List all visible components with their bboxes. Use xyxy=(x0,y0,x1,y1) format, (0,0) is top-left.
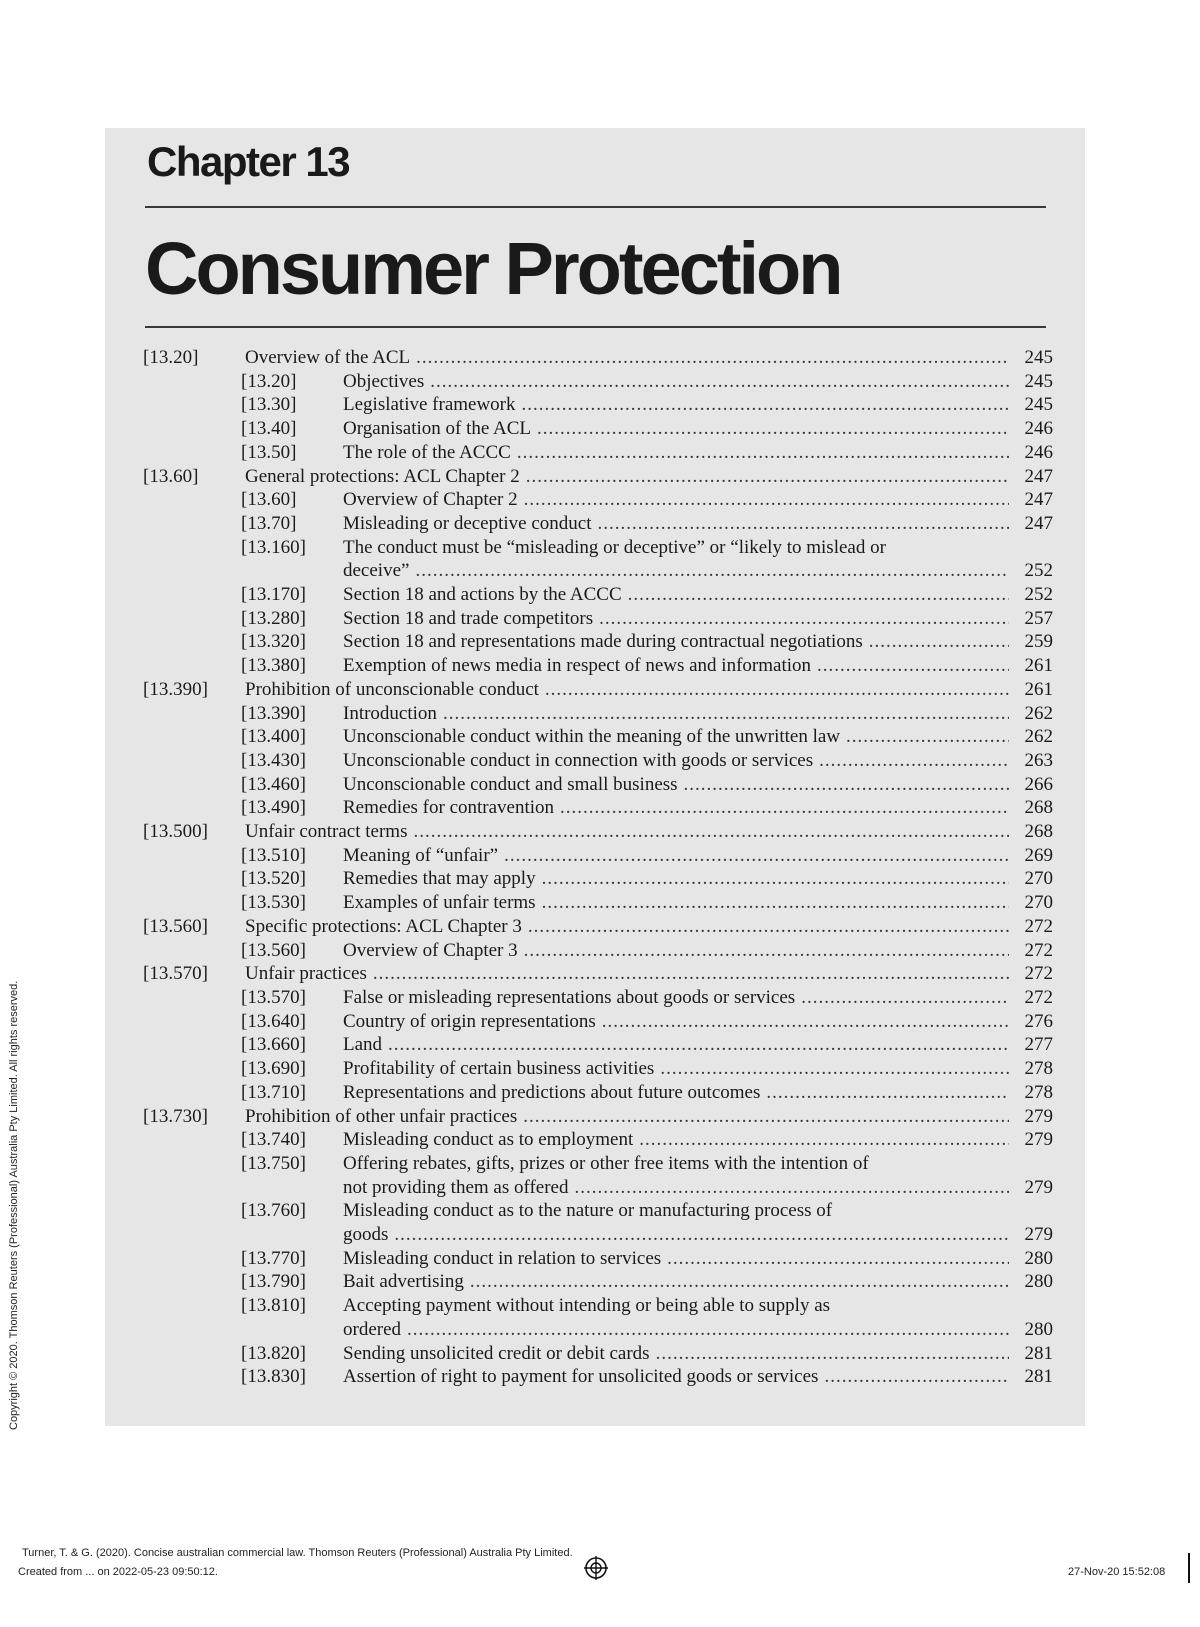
toc-entry-title: Prohibition of unconscionable conduct xyxy=(245,678,539,700)
toc-entry-ref: [13.560] xyxy=(143,915,208,937)
toc-entry-page: 261 xyxy=(1024,655,1053,677)
toc-entry-title: Representations and predictions about future outcomes xyxy=(343,1081,761,1103)
toc-entry-title: Remedies that may apply xyxy=(343,868,536,890)
toc-entry-title: General protections: ACL Chapter 2 xyxy=(245,465,520,487)
toc-entry-ref: [13.710] xyxy=(241,1081,306,1103)
toc-entry-ref: [13.510] xyxy=(241,844,306,866)
toc-entry xyxy=(143,583,1053,607)
toc-entry-ref: [13.390] xyxy=(143,678,208,700)
toc-entry-title: Objectives xyxy=(343,370,425,392)
toc-leader-dots xyxy=(443,702,1009,726)
toc-entry xyxy=(143,1010,1053,1034)
toc-entry xyxy=(143,1105,1053,1129)
toc-entry-title: Land xyxy=(343,1034,383,1056)
toc-leader-dots xyxy=(542,891,1009,915)
toc-entry-page: 262 xyxy=(1024,702,1053,724)
toc-entry-page: 279 xyxy=(1024,1224,1053,1246)
crop-mark xyxy=(1188,1553,1190,1583)
toc-entry-page: 270 xyxy=(1024,892,1053,914)
toc-entry-page: 272 xyxy=(1024,963,1053,985)
chapter-panel xyxy=(105,128,1085,1426)
toc-leader-dots xyxy=(639,1128,1009,1152)
toc-leader-dots xyxy=(801,986,1009,1010)
toc-entry xyxy=(143,1342,1053,1366)
toc-entry-page: 278 xyxy=(1024,1081,1053,1103)
toc-entry-ref: [13.60] xyxy=(143,465,199,487)
toc-entry-page: 266 xyxy=(1024,773,1053,795)
toc-entry-ref: [13.530] xyxy=(241,892,306,914)
chapter-rule-bottom xyxy=(145,326,1046,328)
toc-leader-dots xyxy=(684,773,1009,797)
toc-entry xyxy=(143,441,1053,465)
toc-entry-ref: [13.430] xyxy=(241,749,306,771)
toc-entry xyxy=(143,844,1053,868)
toc-leader-dots xyxy=(524,939,1009,963)
toc-entry xyxy=(143,536,1053,583)
toc-entry xyxy=(143,1033,1053,1057)
toc-leader-dots xyxy=(526,465,1009,489)
toc-leader-dots xyxy=(869,630,1009,654)
toc-entry-title: Section 18 and actions by the ACCC xyxy=(343,584,622,606)
toc-leader-dots xyxy=(846,725,1009,749)
toc-leader-dots xyxy=(575,1176,1010,1200)
toc-entry xyxy=(143,1152,1053,1199)
toc-entry-title-continued: deceive” xyxy=(343,560,410,582)
toc-entry-title: Assertion of right to payment for unsolicited goods or services xyxy=(343,1366,819,1388)
toc-entry-page: 277 xyxy=(1024,1034,1053,1056)
toc-leader-dots xyxy=(413,820,1009,844)
toc-leader-dots xyxy=(415,559,1009,583)
toc-entry xyxy=(143,796,1053,820)
toc-entry xyxy=(143,986,1053,1010)
toc-leader-dots xyxy=(819,749,1009,773)
toc-entry-page: 272 xyxy=(1024,939,1053,961)
toc-entry-ref: [13.690] xyxy=(241,1058,306,1080)
toc-entry-title: Specific protections: ACL Chapter 3 xyxy=(245,915,522,937)
toc-entry-page: 276 xyxy=(1024,1010,1053,1032)
footer-citation: Turner, T. & G. (2020). Concise australian commercial law. Thomson Reuters (Professional) Australia Pty Limited. xyxy=(22,1547,573,1559)
toc-entry xyxy=(143,488,1053,512)
toc-leader-dots xyxy=(667,1247,1009,1271)
toc-entry-page: 270 xyxy=(1024,868,1053,890)
toc-entry-page: 247 xyxy=(1024,465,1053,487)
toc-entry xyxy=(143,1128,1053,1152)
toc-entry-page: 281 xyxy=(1024,1366,1053,1388)
toc-entry-ref: [13.280] xyxy=(241,607,306,629)
toc-leader-dots xyxy=(407,1318,1009,1342)
toc-entry-title: False or misleading representations about goods or services xyxy=(343,986,796,1008)
toc-entry-title: Legislative framework xyxy=(343,394,516,416)
toc-entry-title: Misleading conduct as to employment xyxy=(343,1129,634,1151)
toc-entry-ref: [13.520] xyxy=(241,868,306,890)
toc-entry-ref: [13.740] xyxy=(241,1129,306,1151)
toc-entry-title: Bait advertising xyxy=(343,1271,464,1293)
toc-entry-title: Misleading conduct as to the nature or manufacturing process of xyxy=(343,1200,833,1222)
toc-entry-ref: [13.640] xyxy=(241,1010,306,1032)
toc-entry-page: 279 xyxy=(1024,1105,1053,1127)
toc-entry-title: Organisation of the ACL xyxy=(343,418,532,440)
toc-entry xyxy=(143,725,1053,749)
toc-entry xyxy=(143,962,1053,986)
toc-entry xyxy=(143,1294,1053,1341)
toc-entry-ref: [13.820] xyxy=(241,1342,306,1364)
toc-entry-ref: [13.810] xyxy=(241,1295,306,1317)
footer-date-stamp: 27-Nov-20 15:52:08 xyxy=(1068,1566,1166,1578)
toc-leader-dots xyxy=(599,607,1009,631)
toc-entry-page: 246 xyxy=(1024,418,1053,440)
toc-entry xyxy=(143,891,1053,915)
toc-entry-page: 268 xyxy=(1024,821,1053,843)
toc-leader-dots xyxy=(523,1105,1009,1129)
toc-entry-page: 279 xyxy=(1024,1176,1053,1198)
toc-entry-title: The conduct must be “misleading or deceptive” or “likely to mislead or xyxy=(343,536,886,558)
toc-entry-ref: [13.30] xyxy=(241,394,297,416)
toc-leader-dots xyxy=(766,1081,1009,1105)
toc-entry-page: 245 xyxy=(1024,347,1053,368)
toc-leader-dots xyxy=(602,1010,1009,1034)
toc-entry xyxy=(143,346,1053,370)
toc-entry-page: 279 xyxy=(1024,1129,1053,1151)
toc-entry-ref: [13.660] xyxy=(241,1034,306,1056)
footer-created: Created from ... on 2022-05-23 09:50:12. xyxy=(18,1566,218,1578)
toc-entry-title: Country of origin representations xyxy=(343,1010,596,1032)
toc-entry-ref: [13.730] xyxy=(143,1105,208,1127)
toc-entry xyxy=(143,370,1053,394)
toc-entry-ref: [13.460] xyxy=(241,773,306,795)
toc-entry-title: Accepting payment without intending or being able to supply as xyxy=(343,1295,831,1317)
toc-leader-dots xyxy=(470,1270,1009,1294)
toc-entry xyxy=(143,915,1053,939)
toc-entry-title: Overview of the ACL xyxy=(245,347,411,368)
toc-entry-ref: [13.390] xyxy=(241,702,306,724)
toc-leader-dots xyxy=(824,1365,1009,1389)
toc-entry-title: Overview of Chapter 3 xyxy=(343,939,518,961)
toc-entry-ref: [13.170] xyxy=(241,584,306,606)
toc-entry-page: 278 xyxy=(1024,1058,1053,1080)
toc-entry-ref: [13.570] xyxy=(143,963,208,985)
toc-entry-ref: [13.320] xyxy=(241,631,306,653)
toc-entry xyxy=(143,1081,1053,1105)
toc-entry-page: 280 xyxy=(1024,1247,1053,1269)
toc-entry-page: 247 xyxy=(1024,489,1053,511)
toc-entry-page: 262 xyxy=(1024,726,1053,748)
toc-leader-dots xyxy=(504,844,1009,868)
toc-entry xyxy=(143,1199,1053,1246)
toc-entry-ref: [13.830] xyxy=(241,1366,306,1388)
toc-leader-dots xyxy=(430,370,1009,394)
chapter-label: Chapter 13 xyxy=(147,138,350,185)
toc-leader-dots xyxy=(522,393,1009,417)
toc-entry xyxy=(143,630,1053,654)
toc-entry xyxy=(143,393,1053,417)
toc-entry-title: Section 18 and representations made during contractual negotiations xyxy=(343,631,863,653)
toc-leader-dots xyxy=(660,1057,1009,1081)
toc-entry-page: 261 xyxy=(1024,678,1053,700)
toc-entry-title: Unfair practices xyxy=(245,963,367,985)
toc-entry xyxy=(143,1270,1053,1294)
toc-leader-dots xyxy=(416,346,1009,370)
toc-entry-ref: [13.380] xyxy=(241,655,306,677)
toc-leader-dots xyxy=(628,583,1009,607)
toc-entry-page: 269 xyxy=(1024,844,1053,866)
toc-entry-ref: [13.570] xyxy=(241,986,306,1008)
toc-entry xyxy=(143,465,1053,489)
toc-entry xyxy=(143,1057,1053,1081)
toc-leader-dots xyxy=(517,441,1009,465)
toc-entry-page: 257 xyxy=(1024,607,1053,629)
chapter-title: Consumer Protection xyxy=(145,227,841,310)
toc-entry-page: 280 xyxy=(1024,1271,1053,1293)
toc-entry-ref: [13.760] xyxy=(241,1200,306,1222)
toc-entry-title: Unconscionable conduct in connection with goods or services xyxy=(343,749,814,771)
toc-entry-ref: [13.50] xyxy=(241,441,297,463)
toc-leader-dots xyxy=(560,796,1009,820)
toc-entry-title: Misleading or deceptive conduct xyxy=(343,512,592,534)
toc-entry xyxy=(143,512,1053,536)
toc-leader-dots xyxy=(598,512,1009,536)
toc-entry xyxy=(143,939,1053,963)
toc-entry-ref: [13.750] xyxy=(241,1152,306,1174)
toc-entry-ref: [13.160] xyxy=(241,536,306,558)
toc-entry xyxy=(143,678,1053,702)
toc-entry-title: Unconscionable conduct and small business xyxy=(343,773,678,795)
toc-entry-page: 252 xyxy=(1024,560,1053,582)
toc-entry-title: Introduction xyxy=(343,702,437,724)
chapter-rule-top xyxy=(145,206,1046,208)
toc-entry xyxy=(143,1247,1053,1271)
toc-entry-title: Profitability of certain business activities xyxy=(343,1058,655,1080)
toc-entry-title: Examples of unfair terms xyxy=(343,892,536,914)
toc-entry-ref: [13.790] xyxy=(241,1271,306,1293)
toc-leader-dots xyxy=(542,867,1009,891)
toc-entry-page: 263 xyxy=(1024,749,1053,771)
toc-entry-title: Overview of Chapter 2 xyxy=(343,489,518,511)
toc-entry-title: Remedies for contravention xyxy=(343,797,555,819)
toc-leader-dots xyxy=(373,962,1009,986)
toc-leader-dots xyxy=(817,654,1009,678)
toc-leader-dots xyxy=(528,915,1009,939)
toc-entry xyxy=(143,867,1053,891)
toc-entry-title: Unfair contract terms xyxy=(245,821,408,843)
toc-entry-title: Offering rebates, gifts, prizes or other free items with the intention of xyxy=(343,1152,869,1174)
toc-entry xyxy=(143,773,1053,797)
toc-entry-ref: [13.560] xyxy=(241,939,306,961)
toc-entry xyxy=(143,702,1053,726)
toc-entry-title: The role of the ACCC xyxy=(343,441,511,463)
toc-entry xyxy=(143,607,1053,631)
registration-mark-icon xyxy=(584,1556,608,1580)
toc-entry xyxy=(143,1365,1053,1389)
toc-entry xyxy=(143,417,1053,441)
toc-entry-page: 272 xyxy=(1024,986,1053,1008)
toc-entry-title-continued: ordered xyxy=(343,1318,402,1340)
toc-entry-ref: [13.400] xyxy=(241,726,306,748)
toc-entry-page: 246 xyxy=(1024,441,1053,463)
toc-entry-ref: [13.770] xyxy=(241,1247,306,1269)
toc-entry-ref: [13.20] xyxy=(143,347,199,368)
toc-leader-dots xyxy=(524,488,1009,512)
toc-entry-title: Exemption of news media in respect of news and information xyxy=(343,655,812,677)
toc-leader-dots xyxy=(656,1342,1009,1366)
toc-leader-dots xyxy=(388,1033,1009,1057)
toc-entry xyxy=(143,654,1053,678)
toc-entry-title: Prohibition of other unfair practices xyxy=(245,1105,518,1127)
table-of-contents xyxy=(143,346,1053,1389)
toc-entry-page: 245 xyxy=(1024,370,1053,392)
toc-entry-page: 245 xyxy=(1024,394,1053,416)
toc-leader-dots xyxy=(394,1223,1009,1247)
toc-entry-title-continued: not providing them as offered xyxy=(343,1176,569,1198)
toc-entry-page: 247 xyxy=(1024,512,1053,534)
toc-entry-title: Unconscionable conduct within the meaning of the unwritten law xyxy=(343,726,841,748)
toc-entry-title-continued: goods xyxy=(343,1224,389,1246)
toc-leader-dots xyxy=(537,417,1009,441)
copyright-notice: Copyright © 2020. Thomson Reuters (Professional) Australia Pty Limited. All rights reserved. xyxy=(8,980,20,1430)
toc-entry-ref: [13.500] xyxy=(143,821,208,843)
toc-entry-ref: [13.70] xyxy=(241,512,297,534)
toc-entry xyxy=(143,820,1053,844)
toc-entry-ref: [13.40] xyxy=(241,418,297,440)
toc-entry-title: Section 18 and trade competitors xyxy=(343,607,594,629)
toc-entry-page: 252 xyxy=(1024,584,1053,606)
toc-entry-page: 272 xyxy=(1024,915,1053,937)
toc-entry xyxy=(143,749,1053,773)
toc-entry-page: 281 xyxy=(1024,1342,1053,1364)
toc-entry-page: 280 xyxy=(1024,1318,1053,1340)
toc-entry-title: Sending unsolicited credit or debit cards xyxy=(343,1342,650,1364)
toc-entry-ref: [13.20] xyxy=(241,370,297,392)
toc-entry-title: Misleading conduct in relation to services xyxy=(343,1247,662,1269)
toc-entry-page: 259 xyxy=(1024,631,1053,653)
toc-entry-ref: [13.60] xyxy=(241,489,297,511)
toc-entry-page: 268 xyxy=(1024,797,1053,819)
toc-leader-dots xyxy=(545,678,1009,702)
toc-entry-title: Meaning of “unfair” xyxy=(343,844,499,866)
toc-entry-ref: [13.490] xyxy=(241,797,306,819)
